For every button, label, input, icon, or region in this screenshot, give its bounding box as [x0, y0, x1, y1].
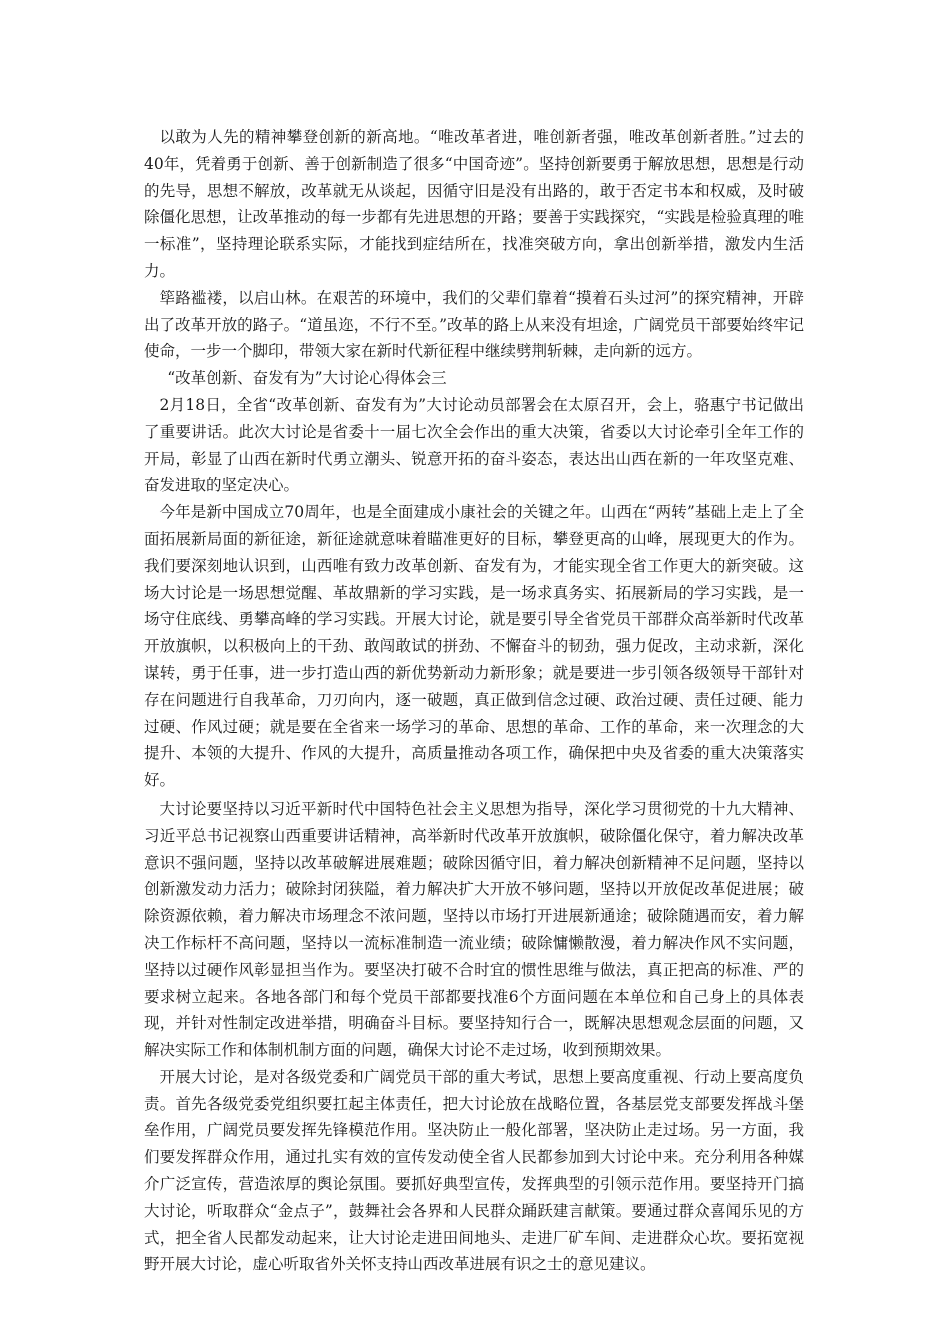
paragraph-anniversary: 今年是新中国成立70周年，也是全面建成小康社会的关键之年。山西在“两转”基础上走上了全面拓展新局面的新征途，新征途就意味着瞄准更好的目标，攀登更高的山峰，展现更大的作为。我们要深刻地认识到，山西唯有致力改革创新、奋发有为，才能实现全省工作更大的新突破。这场大讨论是一场思想觉醒、革故鼎新的学习实践，是一场求真务实、拓展新局的学习实践，是一场守住底线、勇攀高峰的学习实践。开展大讨论，就是要引导全省党员干部群众高举新时代改革开放旗帜，以积极向上的干劲、敢闯敢试的拼劲、不懈奋斗的韧劲，强力促改，主动求新，深化谋转，勇于任事，进一步打造山西的新优势新动力新形象；就是要进一步引领各级领导干部针对存在问题进行自我革命，刀刃向内，逐一破题，真正做到信念过硬、政治过硬、责任过硬、能力过硬、作风过硬；就是要在全省来一场学习的革命、思想的革命、工作的革命，来一次理念的大提升、本领的大提升、作风的大提升，高质量推动各项工作，确保把中央及省委的重大决策落实好。 — [144, 503, 804, 790]
paragraph-meeting: 2月18日，全省“改革创新、奋发有为”大讨论动员部署会在太原召开，会上，骆惠宁书记做出了重要讲话。此次大讨论是省委十一届七次全会作出的重大决策，省委以大讨论牵引全年工作的开局，彰显了山西在新时代勇立潮头、锐意开拓的奋斗姿态，表达出山西在新的一年攻坚克难、奋发进取的坚定决心。 — [144, 395, 804, 495]
paragraph-guidance: 大讨论要坚持以习近平新时代中国特色社会主义思想为指导，深化学习贯彻党的十九大精神、习近平总书记视察山西重要讲话精神，高举新时代改革开放旗帜，破除僵化保守，着力解决改革意识不强问题，坚持以改革破解进展难题；破除因循守旧，着力解决创新精神不足问题，坚持以创新激发动力活力；破除封闭狭隘，着力解决扩大开放不够问题，坚持以开放促改革促进展；破除资源依赖，着力解决市场理念不浓问题，坚持以市场打开进展新通途；破除随遇而安，着力解决工作标杆不高问题，坚持以一流标准制造一流业绩；破除慵懒散漫，着力解决作风不实问题，坚持以过硬作风彰显担当作为。要坚决打破不合时宜的惯性思维与做法，真正把高的标准、严的要求树立起来。各地各部门和每个党员干部都要找准6个方面问题在本单位和自己身上的具体表现，并针对性制定改进举措，明确奋斗目标。要坚持知行合一，既解决思想观念层面的问题，又解决实际工作和体制机制方面的问题，确保大讨论不走过场，收到预期效果。 — [144, 799, 804, 1060]
paragraph-innovation: 以敢为人先的精神攀登创新的新高地。“唯改革者进，唯创新者强，唯改革创新者胜。”过去的40年，凭着勇于创新、善于创新制造了很多“中国奇迹”。坚持创新要勇于解放思想，思想是行动的先导，思想不解放，改革就无从谈起，因循守旧是没有出路的，敢于否定书本和权威，及时破除僵化思想，让改革推动的每一步都有先进思想的开路；要善于实践探究，“实践是检验真理的唯一标准”，坚持理论联系实际，才能找到症结所在，找准突破方向，拿出创新举措，激发内生活力。 — [144, 128, 804, 280]
paragraph-responsibility: 开展大讨论，是对各级党委和广阔党员干部的重大考试，思想上要高度重视、行动上要高度负责。首先各级党委党组织要扛起主体责任，把大讨论放在战略位置，各基层党支部要发挥战斗堡垒作用，广阔党员要发挥先锋模范作用。坚决防止一般化部署，坚决防止走过场。另一方面，我们要发挥群众作用，通过扎实有效的宣传发动使全省人民都参加到大讨论中来。充分利用各种媒介广泛宣传，营造浓厚的舆论氛围。要抓好典型宣传，发挥典型的引领示范作用。要坚持开门搞大讨论，听取群众“金点子”，鼓舞社会各界和人民群众踊跃建言献策。要通过群众喜闻乐见的方式，把全省人民都发动起来，让大讨论走进田间地头、走进厂矿车间、走进群众心坎。要拓宽视野开展大讨论，虚心听取省外关怀支持山西改革进展有识之士的意见建议。 — [144, 1067, 804, 1274]
section-heading: “改革创新、奋发有为”大讨论心得体会三 — [167, 369, 447, 388]
paragraph-pioneering: 筚路褴褛，以启山林。在艰苦的环境中，我们的父辈们靠着“摸着石头过河”的探究精神，开辟出了改革开放的路子。“道虽迩，不行不至。”改革的路上从来没有坦途，广阔党员干部要始终牢记使命，一步一个脚印，带领大家在新时代新征程中继续劈荆斩棘，走向新的远方。 — [144, 288, 804, 361]
document-body — [144, 124, 804, 1278]
